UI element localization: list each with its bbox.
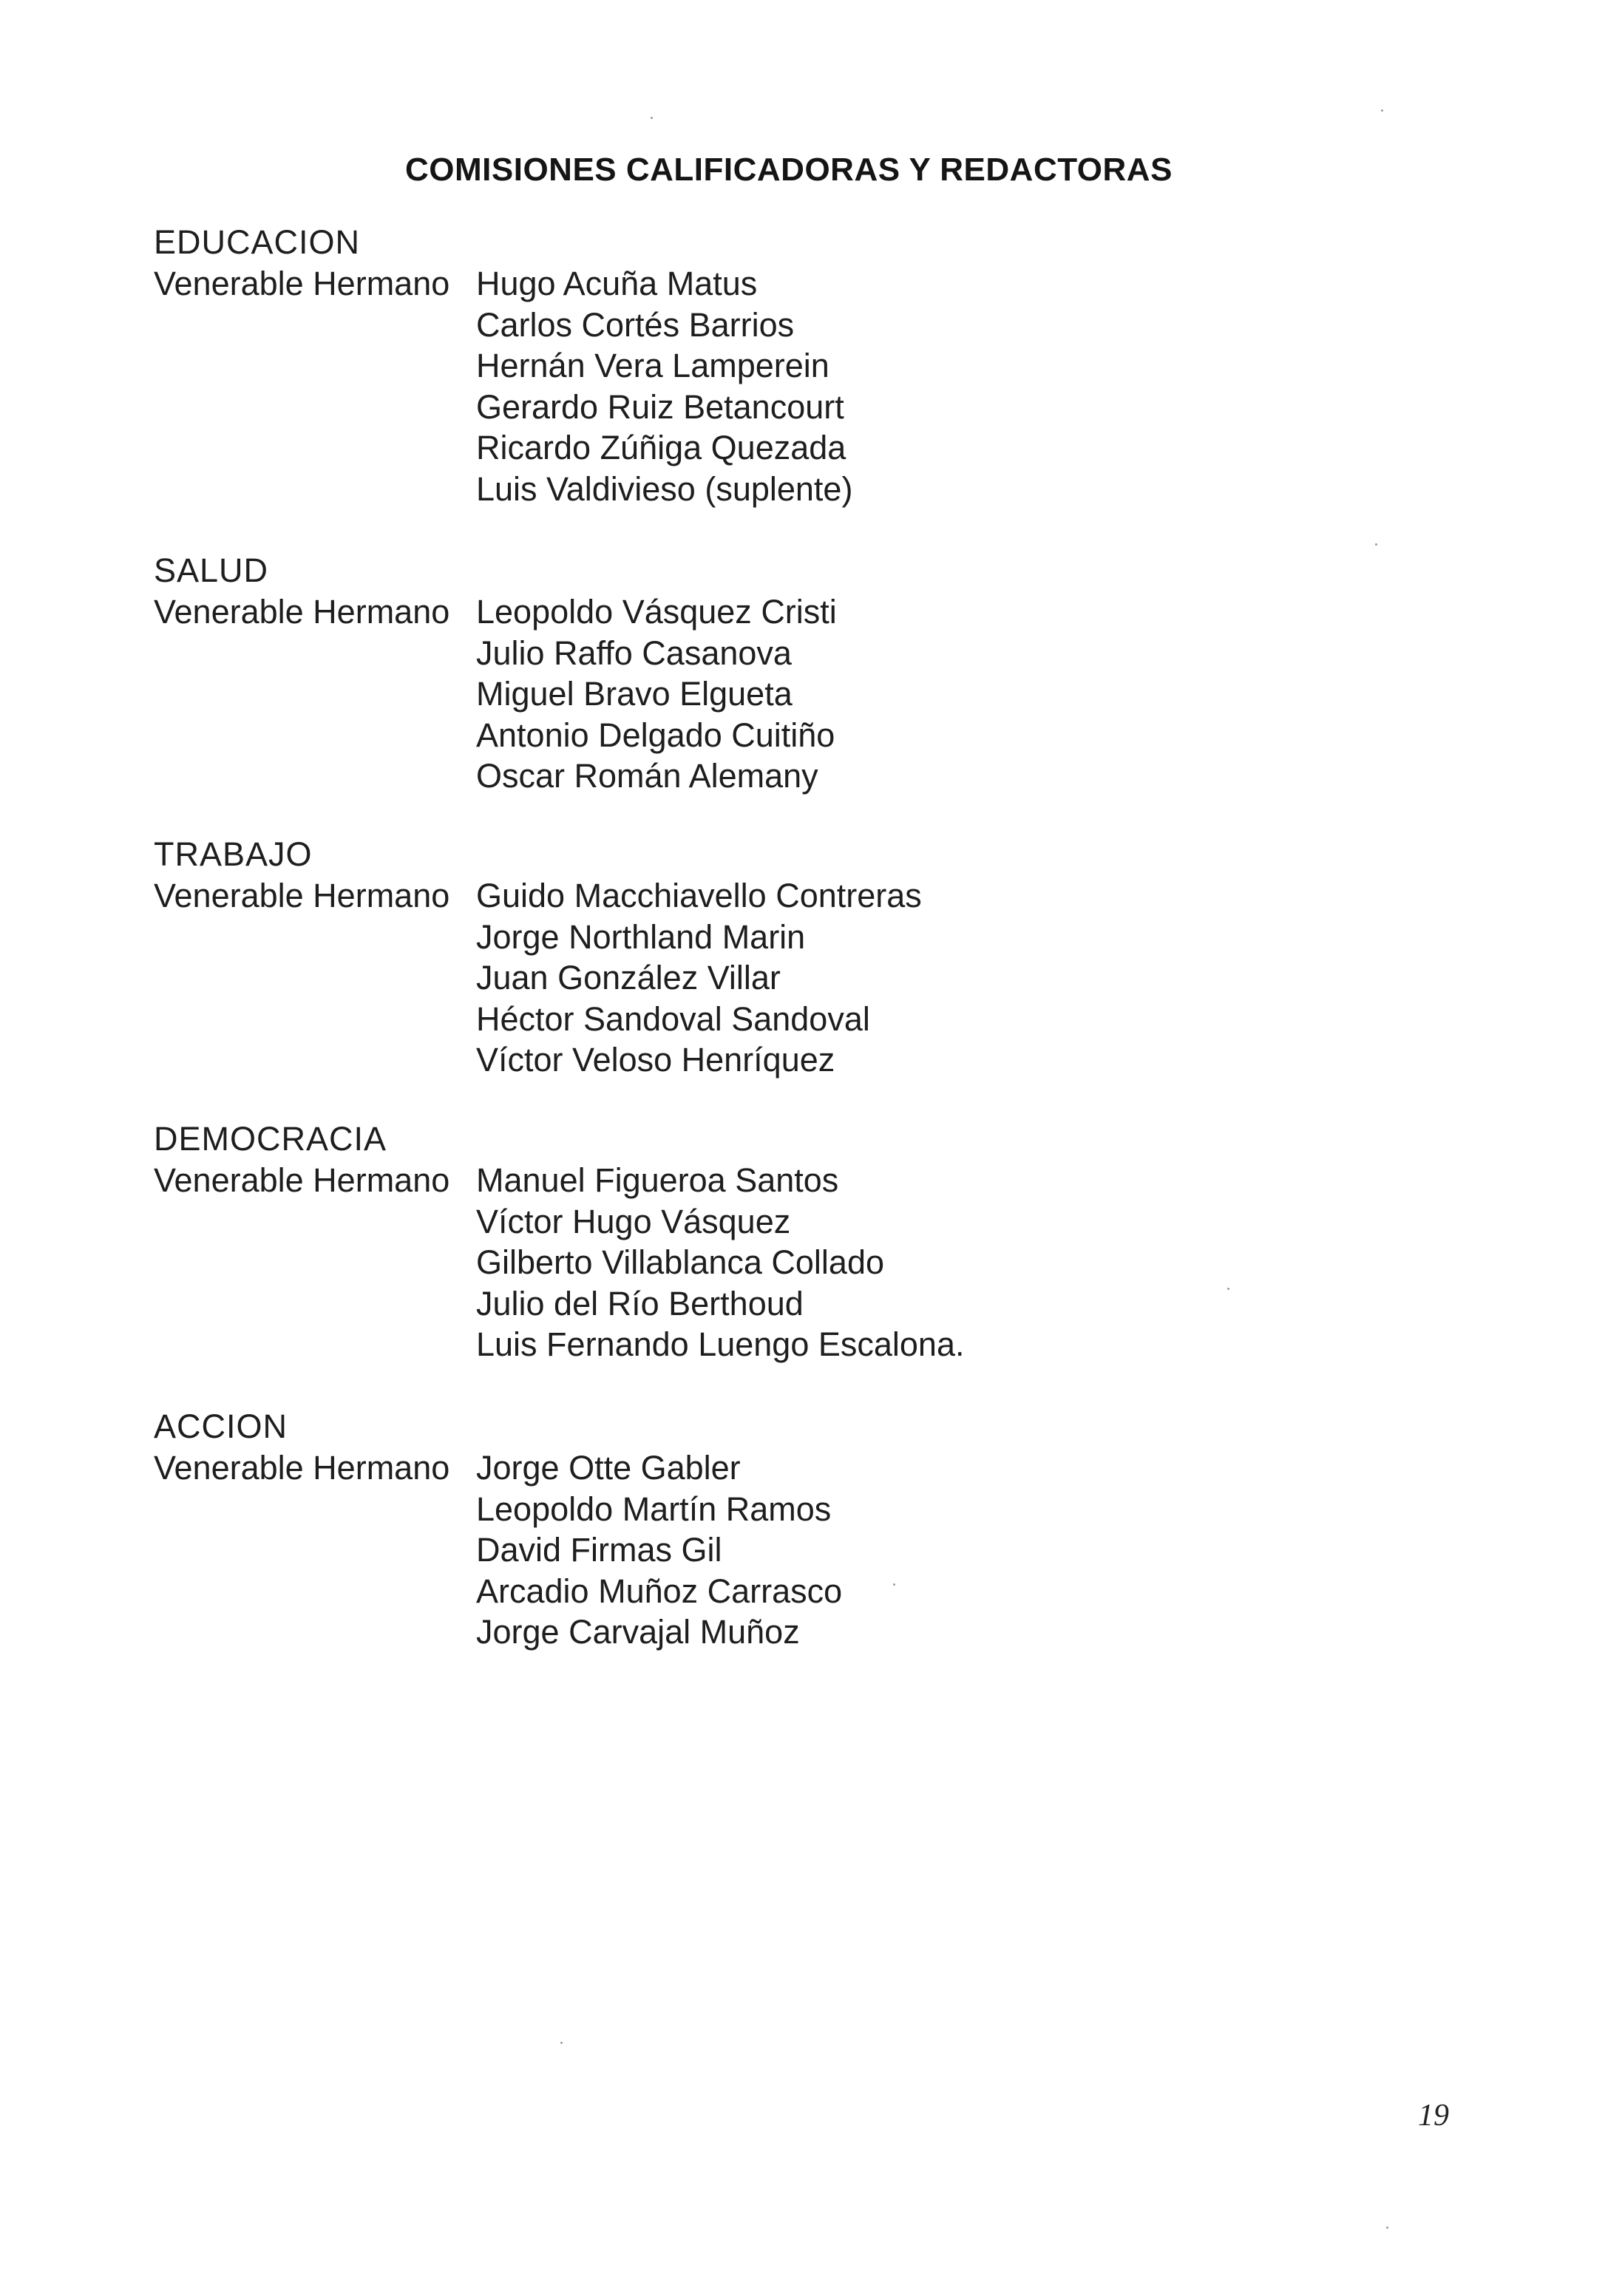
- list-item: Jorge Otte Gabler: [476, 1449, 741, 1487]
- scan-speck: [1386, 2227, 1388, 2229]
- list-item: David Firmas Gil: [476, 1531, 722, 1569]
- member-list: [476, 263, 852, 509]
- section-democracia: [154, 1118, 1263, 1365]
- list-item: Luis Fernando Luengo Escalona.: [476, 1325, 965, 1363]
- role-label: Venerable Hermano: [154, 1161, 450, 1199]
- section-heading: TRABAJO: [154, 835, 313, 873]
- list-item: Jorge Northland Marin: [476, 917, 806, 956]
- section-heading: SALUD: [154, 551, 269, 589]
- section-salud: [154, 550, 1263, 797]
- section-heading: EDUCACION: [154, 223, 361, 261]
- member-list: [476, 1447, 842, 1653]
- page-number: 19: [1418, 2099, 1449, 2133]
- scan-speck: [1375, 543, 1377, 546]
- scan-speck: [560, 2042, 563, 2044]
- scan-speck: [1227, 1288, 1229, 1290]
- list-item: Leopoldo Martín Ramos: [476, 1490, 832, 1528]
- section-educacion: [154, 222, 1263, 509]
- list-item: Víctor Veloso Henríquez: [476, 1041, 835, 1079]
- list-item: Miguel Bravo Elgueta: [476, 675, 793, 713]
- list-item: Oscar Román Alemany: [476, 757, 818, 795]
- list-item: Luis Valdivieso (suplente): [476, 469, 853, 508]
- scan-speck: [1381, 109, 1383, 112]
- list-item: Jorge Carvajal Muñoz: [476, 1613, 800, 1651]
- list-item: Antonio Delgado Cuitiño: [476, 716, 835, 754]
- section-heading: DEMOCRACIA: [154, 1120, 387, 1158]
- list-item: Gilberto Villablanca Collado: [476, 1243, 884, 1281]
- list-item: Carlos Cortés Barrios: [476, 305, 795, 344]
- list-item: Ricardo Zúñiga Quezada: [476, 429, 846, 466]
- section-row: [154, 1447, 1263, 1653]
- section-trabajo: [154, 834, 1263, 1081]
- list-item: Víctor Hugo Vásquez: [476, 1202, 791, 1240]
- list-item: Manuel Figueroa Santos: [476, 1161, 839, 1199]
- member-list: [476, 591, 837, 797]
- role-label: Venerable Hermano: [154, 593, 450, 631]
- section-row: [154, 1160, 1263, 1365]
- role-label: Venerable Hermano: [154, 877, 450, 914]
- section-accion: [154, 1406, 1263, 1653]
- member-list: [476, 875, 922, 1081]
- scan-speck: [651, 117, 653, 119]
- section-heading: ACCION: [154, 1407, 288, 1445]
- list-item: Hernán Vera Lamperein: [476, 347, 829, 384]
- list-item: Guido Macchiavello Contreras: [476, 877, 922, 914]
- list-item: Arcadio Muñoz Carrasco: [476, 1572, 843, 1610]
- list-item: Juan González Villar: [476, 959, 781, 996]
- section-row: [154, 875, 1263, 1081]
- role-label: Venerable Hermano: [154, 265, 450, 302]
- page-title: COMISIONES CALIFICADORAS Y REDACTORAS: [405, 152, 1173, 188]
- list-item: Gerardo Ruiz Betancourt: [476, 387, 844, 426]
- member-list: [476, 1160, 964, 1365]
- list-item: Hugo Acuña Matus: [476, 265, 758, 302]
- list-item: Héctor Sandoval Sandoval: [476, 999, 870, 1038]
- list-item: Julio del Río Berthoud: [476, 1284, 804, 1322]
- list-item: Julio Raffo Casanova: [476, 634, 792, 672]
- section-row: [154, 263, 1263, 509]
- role-label: Venerable Hermano: [154, 1449, 450, 1487]
- list-item: Leopoldo Vásquez Cristi: [476, 593, 837, 631]
- section-row: [154, 591, 1263, 797]
- scan-speck: [893, 1583, 895, 1586]
